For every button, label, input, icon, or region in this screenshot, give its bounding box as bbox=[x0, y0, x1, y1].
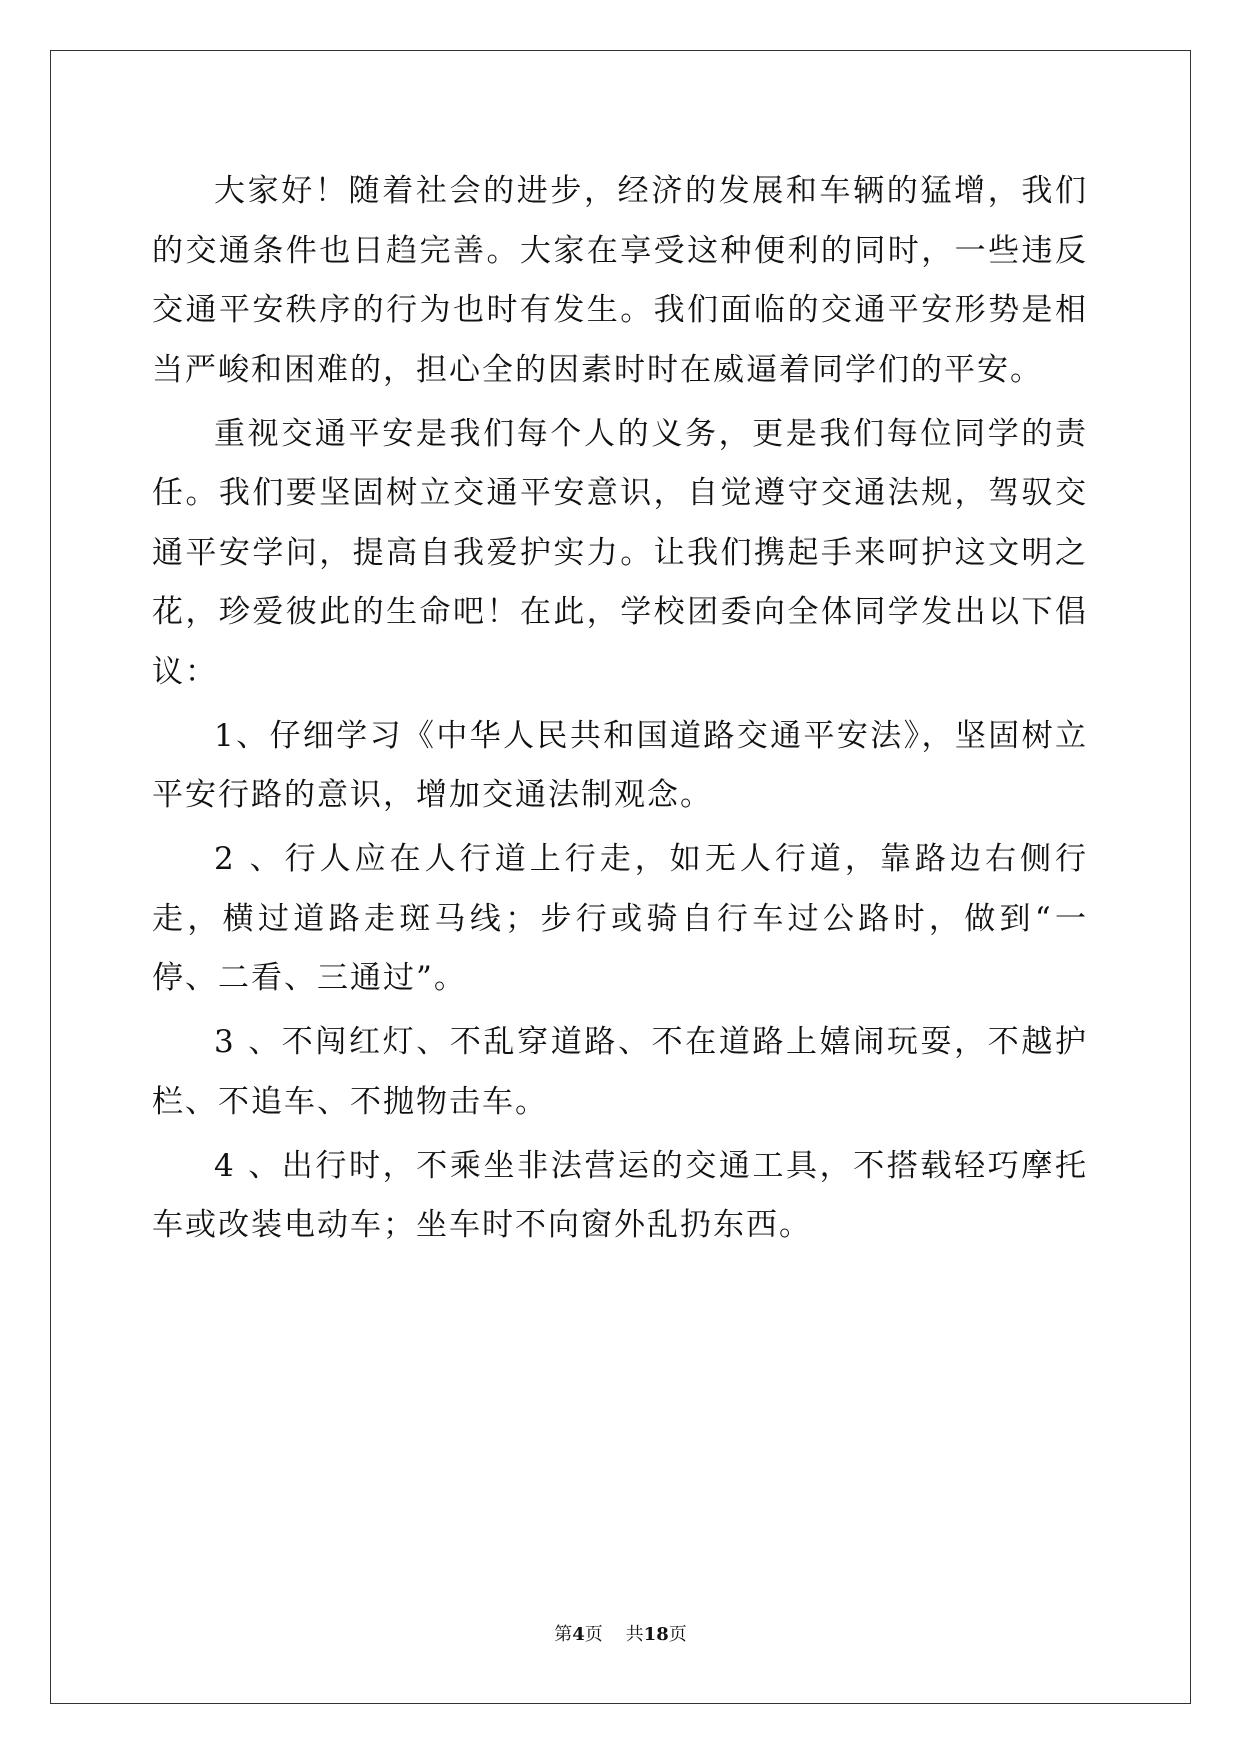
page-footer bbox=[0, 1620, 1241, 1646]
paragraph-responsibility: 重视交通平安是我们每个人的义务，更是我们每位同学的责任。我们要坚固树立交通平安意识，自觉遵守交通法规，驾驭交通平安学问，提高自我爱护实力。让我们携起手来呵护这文明之花，珍爱彼此的生命吧！在此，学校团委向全体同学发出以下倡议： bbox=[152, 415, 1088, 690]
page-number: 4 bbox=[572, 1624, 585, 1645]
total-prefix: 共 bbox=[625, 1624, 644, 1645]
page-suffix: 页 bbox=[584, 1624, 603, 1645]
paragraph-intro: 大家好！随着社会的进步，经济的发展和车辆的猛增，我们的交通条件也日趋完善。大家在享受这种便利的同时，一些违反交通平安秩序的行为也时有发生。我们面临的交通平安形势是相当严峻和困难的，担心全的因素时时在威逼着同学们的平安。 bbox=[152, 173, 1088, 388]
paragraph-item-4: 4 、出行时，不乘坐非法营运的交通工具，不搭载轻巧摩托车或改装电动车；坐车时不向窗外乱扔东西。 bbox=[152, 1147, 1088, 1243]
paragraph-item-1: 1、仔细学习《中华人民共和国道路交通平安法》，坚固树立平安行路的意识，增加交通法制观念。 bbox=[152, 717, 1088, 813]
total-suffix: 页 bbox=[668, 1624, 687, 1645]
paragraph-item-3: 3 、不闯红灯、不乱穿道路、不在道路上嬉闹玩耍，不越护栏、不追车、不抛物击车。 bbox=[152, 1024, 1088, 1120]
total-pages: 18 bbox=[643, 1624, 669, 1645]
page-prefix: 第 bbox=[554, 1624, 573, 1645]
paragraph-item-2: 2 、行人应在人行道上行走，如无人行道，靠路边右侧行走，横过道路走斑马线；步行或骑自行车过公路时，做到“一停、二看、三通过”。 bbox=[152, 841, 1088, 996]
document-body bbox=[152, 162, 1088, 1256]
